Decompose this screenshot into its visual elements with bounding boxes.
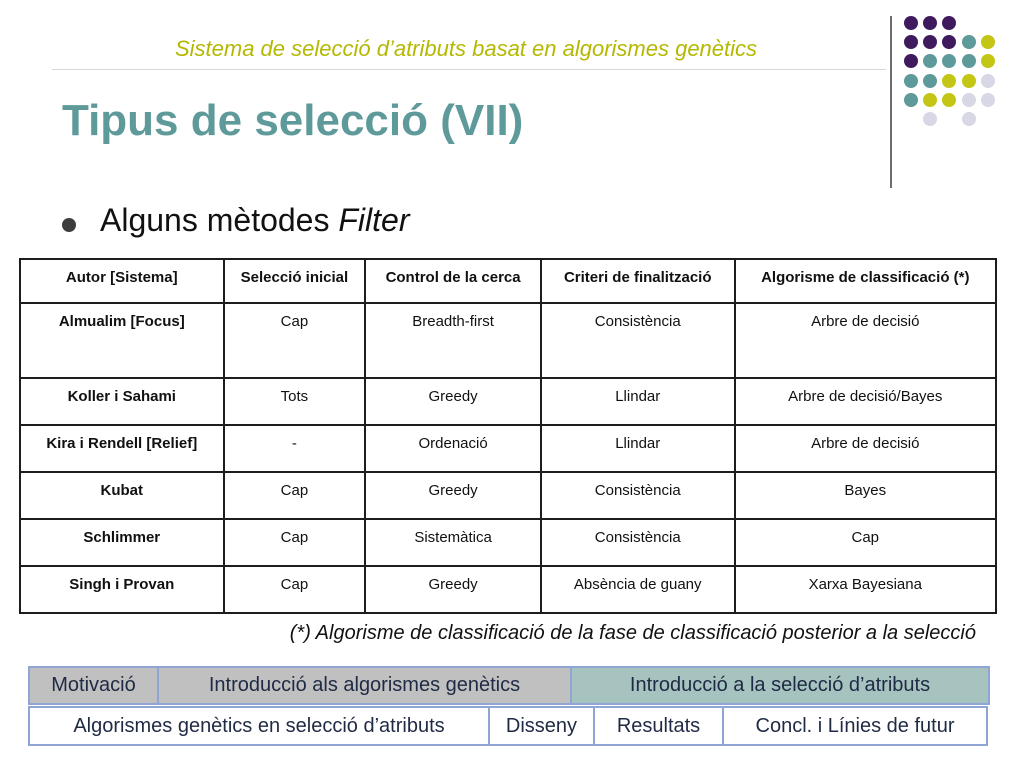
table-cell: Arbre de decisió [735, 425, 996, 472]
table-cell: Llindar [541, 425, 735, 472]
table-cell: Ordenació [365, 425, 541, 472]
decorative-dot [923, 112, 937, 126]
vertical-divider [890, 16, 892, 188]
nav-link-genetic-algorithms-intro[interactable]: Introducció als algorismes genètics [157, 666, 572, 705]
table-footnote: (*) Algorisme de classificació de la fase de classificació posterior a la selecció [289, 622, 976, 644]
table-cell: Cap [224, 566, 366, 613]
table-cell: Cap [224, 519, 366, 566]
decorative-dot [962, 93, 976, 107]
header-divider [52, 69, 886, 70]
decorative-dot [904, 54, 918, 68]
decorative-dot [981, 35, 995, 49]
table-cell-author: Singh i Provan [20, 566, 224, 613]
decorative-dot-grid [904, 10, 1014, 170]
table-row [20, 519, 996, 566]
table-row [20, 303, 996, 378]
table-cell-author: Koller i Sahami [20, 378, 224, 425]
table-cell: Sistemàtica [365, 519, 541, 566]
table-header-row [20, 259, 996, 303]
table-cell: Xarxa Bayesiana [735, 566, 996, 613]
decorative-dot [923, 74, 937, 88]
column-header-initial-selection: Selecció inicial [224, 259, 366, 303]
nav-link-ga-attribute-selection[interactable]: Algorismes genètics en selecció d’atributs [28, 706, 490, 746]
nav-link-results[interactable]: Resultats [593, 706, 724, 746]
bullet-text-emphasis: Filter [338, 202, 410, 238]
decorative-dot [962, 35, 976, 49]
table-cell-author: Almualim [Focus] [20, 303, 224, 378]
nav-link-motivation[interactable]: Motivació [28, 666, 159, 705]
table-row [20, 425, 996, 472]
decorative-dot [981, 54, 995, 68]
table-cell: Cap [735, 519, 996, 566]
decorative-dot [981, 74, 995, 88]
nav-link-attribute-selection-intro[interactable]: Introducció a la selecció d’atributs [570, 666, 990, 705]
decorative-dot [904, 74, 918, 88]
table-cell-author: Kira i Rendell [Relief] [20, 425, 224, 472]
decorative-dot [923, 54, 937, 68]
column-header-search-control: Control de la cerca [365, 259, 541, 303]
table-cell: Llindar [541, 378, 735, 425]
column-header-classifier: Algorisme de classificació (*) [735, 259, 996, 303]
presentation-title: Sistema de selecció d’atributs basat en algorismes genètics [174, 36, 758, 61]
table-cell: Greedy [365, 566, 541, 613]
table-cell: - [224, 425, 366, 472]
table-cell: Tots [224, 378, 366, 425]
decorative-dot [981, 93, 995, 107]
column-header-author: Autor [Sistema] [20, 259, 224, 303]
methods-table [19, 258, 997, 614]
table-cell: Consistència [541, 472, 735, 519]
slide-title: Tipus de selecció (VII) [62, 96, 524, 145]
decorative-dot [962, 74, 976, 88]
table-cell-author: Kubat [20, 472, 224, 519]
table-cell: Bayes [735, 472, 996, 519]
decorative-dot [904, 35, 918, 49]
nav-link-design[interactable]: Disseny [488, 706, 595, 746]
table-row [20, 566, 996, 613]
decorative-dot [923, 35, 937, 49]
decorative-dot [942, 93, 956, 107]
table-cell: Cap [224, 303, 366, 378]
table-row [20, 378, 996, 425]
table-cell: Absència de guany [541, 566, 735, 613]
bullet-text-plain: Alguns mètodes [100, 202, 339, 238]
table-cell: Cap [224, 472, 366, 519]
decorative-dot [962, 112, 976, 126]
decorative-dot [904, 93, 918, 107]
decorative-dot [942, 16, 956, 30]
decorative-dot [942, 35, 956, 49]
section-nav-row-1 [28, 666, 988, 705]
decorative-dot [923, 93, 937, 107]
table-cell: Consistència [541, 303, 735, 378]
column-header-stop-criterion: Criteri de finalització [541, 259, 735, 303]
nav-link-conclusions[interactable]: Concl. i Línies de futur [722, 706, 988, 746]
table-cell: Arbre de decisió [735, 303, 996, 378]
bullet-text [100, 202, 409, 239]
table-cell-author: Schlimmer [20, 519, 224, 566]
decorative-dot [942, 54, 956, 68]
bullet-icon [62, 218, 76, 232]
table-cell: Greedy [365, 378, 541, 425]
decorative-dot [942, 74, 956, 88]
decorative-dot [962, 54, 976, 68]
section-nav-row-2 [28, 706, 988, 746]
table-row [20, 472, 996, 519]
decorative-dot [923, 16, 937, 30]
table-cell: Arbre de decisió/Bayes [735, 378, 996, 425]
table-cell: Breadth-first [365, 303, 541, 378]
table-cell: Consistència [541, 519, 735, 566]
table-cell: Greedy [365, 472, 541, 519]
decorative-dot [904, 16, 918, 30]
